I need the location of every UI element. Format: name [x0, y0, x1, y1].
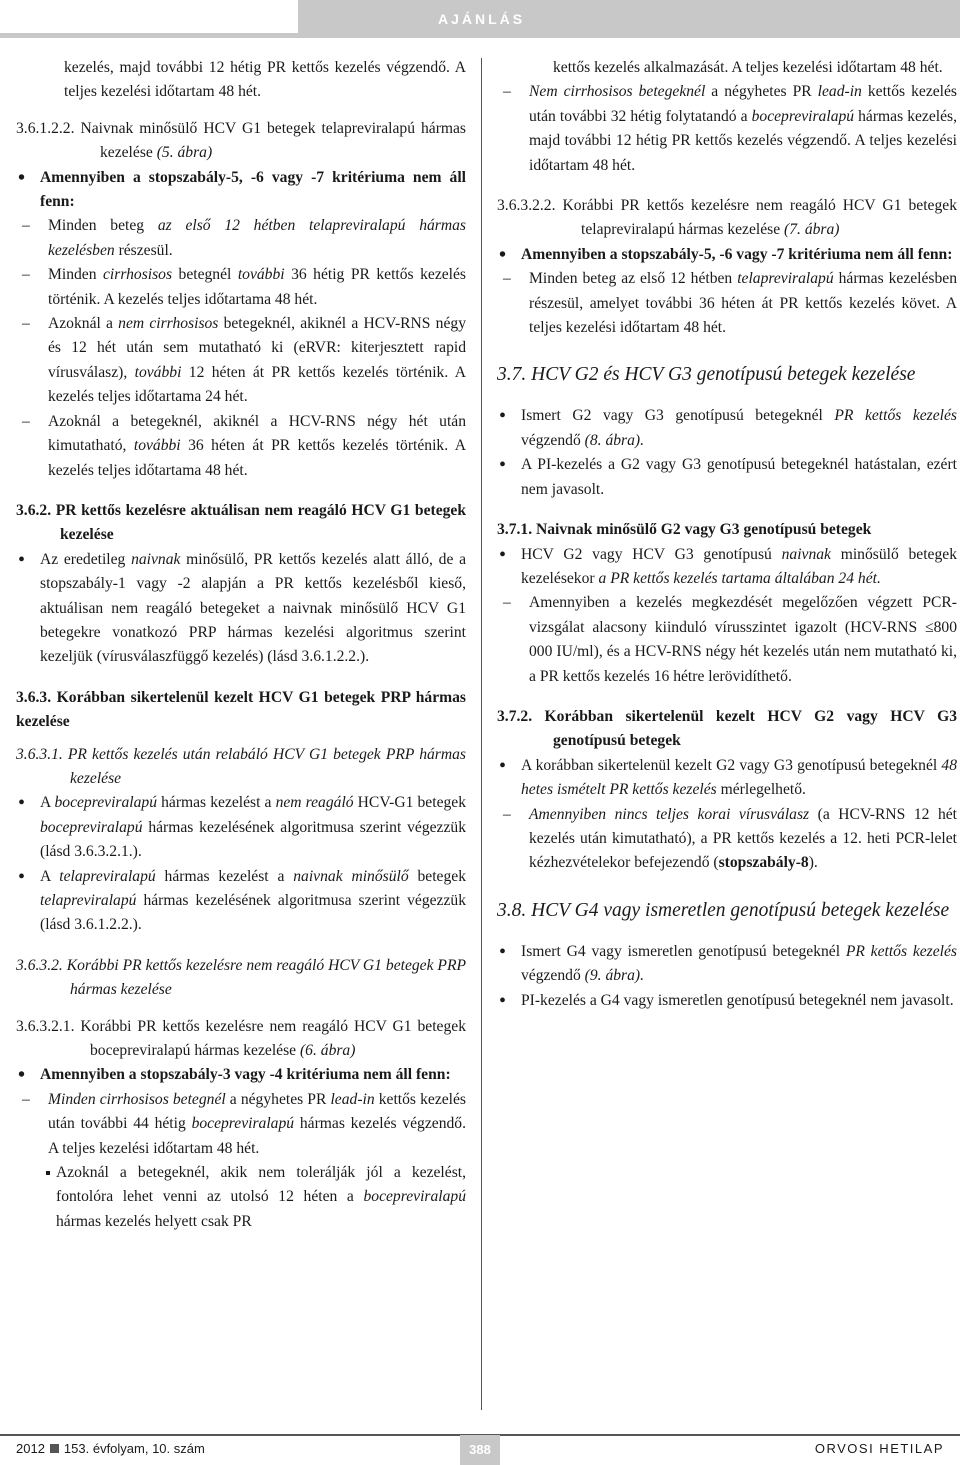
bullet-item: • PI-kezelés a G4 vagy ismeretlen genotípusú betegeknél nem javasolt. — [497, 989, 957, 1013]
bullet-item: • A bocepreviralapú hármas kezelést a nem reagáló HCV-G1 betegek bocepreviralapú hármas kezelésének algoritmusa szerint végezzük (lásd 3.6.3.2.1.). — [16, 791, 466, 864]
page-footer — [0, 1425, 960, 1464]
header-rule — [0, 33, 298, 38]
page-number: 388 — [460, 1435, 500, 1465]
bullet-item: • Amennyiben a stopszabály-5, -6 vagy -7 kritériuma nem áll fenn: — [497, 243, 957, 267]
subheading: 3.6.3.2.2. Korábbi PR kettős kezelésre nem reagáló HCV G1 betegek telapreviralapú hármas kezelése (7. ábra) — [497, 197, 957, 239]
section-heading: 3.6.3. Korábban sikertelenül kezelt HCV G1 betegek PRP hármas kezelése — [16, 688, 466, 731]
journal-name: ORVOSI HETILAP — [814, 1441, 944, 1456]
section-heading: 3.6.2. PR kettős kezelésre aktuálisan nem reagáló HCV G1 betegek kezelése — [16, 501, 466, 544]
year: 2012 — [16, 1441, 45, 1456]
page-header — [0, 0, 960, 38]
bullet-item: • Az eredetileg naivnak minősülő, PR kettős kezelés alatt álló, de a stopszabály-1 vagy -2 alapján a PR kettős kezelésből kieső, aktuálisan nem reagáló betegeket a naivnak minősülő HCV G1 betegekre vonatkozó PRP hármas kezelési algoritmus szerint kezeljük (vírusválaszfüggő kezelés) (lásd 3.6.1.2.2.). — [16, 548, 466, 670]
bullet-item: • Ismert G2 vagy G3 genotípusú betegeknél PR kettős kezelés végzendő (8. ábra). — [497, 404, 957, 453]
subheading: 3.6.3.1. PR kettős kezelés után relabáló HCV G1 betegek PRP hármas kezelése — [16, 745, 466, 787]
dash-item: – Minden cirrhosisos betegnél a négyhetes PR lead-in kettős kezelés után további 44 hétig bocepreviralapú hármas kezelés végzendő. A teljes kezelési időtartam 48 hét. — [16, 1088, 466, 1161]
paragraph: kezelés, majd további 12 hétig PR kettős kezelés végzendő. A teljes kezelési időtartam 48 hét. — [64, 59, 466, 101]
subheading: 3.6.1.2.2. Naivnak minősülő HCV G1 betegek telapreviralapú hármas kezelése (5. ábra) — [16, 119, 467, 162]
bullet-item: • Amennyiben a stopszabály-5, -6 vagy -7 kritériuma nem áll fenn: — [16, 166, 466, 215]
square-separator-icon — [50, 1444, 59, 1453]
paragraph: kettős kezelés alkalmazását. A teljes kezelési időtartam 48 hét. — [553, 59, 943, 76]
bullet-item: • A korábban sikertelenül kezelt G2 vagy G3 genotípusú betegeknél 48 hetes ismételt PR kettős kezelés mérlegelhető. — [497, 754, 957, 803]
subheading: 3.6.3.2. Korábbi PR kettős kezelésre nem reagáló HCV G1 betegek PRP hármas kezelése — [16, 956, 466, 999]
dash-item: – Nem cirrhosisos betegeknél a négyhetes PR lead-in kettős kezelés után további 32 hétig folytatandó a bocepreviralapú hármas kezelés, majd további 12 hétig PR kettős kezelés végzendő. A teljes kezelési időtartam 48 hét. — [497, 80, 957, 178]
dash-item: – Azoknál a betegeknél, akiknél a HCV-RNS négy hét után kimutatható, további 36 héten át PR kettős kezelés történik. A kezelés teljes időtartama 48 hét. — [16, 410, 466, 483]
bullet-item: • Ismert G4 vagy ismeretlen genotípusú betegeknél PR kettős kezelés végzendő (9. ábra). — [497, 940, 957, 989]
section-heading: 3.7.2. Korábban sikertelenül kezelt HCV G2 vagy HCV G3 genotípusú betegek — [497, 707, 957, 750]
section-heading: 3.7.1. Naivnak minősülő G2 vagy G3 genotípusú betegek — [497, 521, 872, 539]
right-column — [497, 56, 957, 1013]
dash-item: – Amennyiben a kezelés megkezdését megelőzően végzett PCR-vizsgálat alacsony kiinduló vírusszintet igazolt (HCV-RNS ≤800 000 IU/ml), és a HCV-RNS négy hét kezelés után nem mutatható ki, a PR kettős kezelés 16 hétre lerövidíthető. — [497, 591, 957, 689]
header-band — [298, 0, 960, 38]
section-title: 3.7. HCV G2 és HCV G3 genotípusú betegek kezelése — [497, 364, 916, 386]
dash-item: – Azoknál a nem cirrhosisos betegeknél, akiknél a HCV-RNS négy és 12 hét után sem mutatható ki (eRVR: kiterjesztett rapid vírusválasz), további 12 héten át PR kettős kezelés történik. A kezelés teljes időtartama 24 hét. — [16, 312, 466, 410]
column-divider — [481, 58, 482, 1410]
dash-item: – Minden cirrhosisos betegnél további 36 hétig PR kettős kezelés történik. A kezelés teljes időtartama 48 hét. — [16, 263, 466, 312]
bullet-item: • Amennyiben a stopszabály-3 vagy -4 kritériuma nem áll fenn: — [16, 1063, 466, 1087]
dash-item: – Minden beteg az első 12 hétben telapreviralapú hármas kezelésben részesül, amelyet további 36 héten át PR kettős kezelés követ. A teljes kezelési időtartam 48 hét. — [497, 267, 957, 340]
section-title: 3.8. HCV G4 vagy ismeretlen genotípusú betegek kezelése — [497, 899, 950, 921]
subheading: 3.6.3.2.1. Korábbi PR kettős kezelésre nem reagáló HCV G1 betegek bocepreviralapú hármas kezelése (6. ábra) — [16, 1017, 466, 1060]
dash-item: – Minden beteg az első 12 hétben telapreviralapú hármas kezelésben részesül. — [16, 214, 466, 263]
issue-info — [16, 1440, 205, 1458]
bullet-item: • A PI-kezelés a G2 vagy G3 genotípusú betegeknél hatástalan, ezért nem javasolt. — [497, 453, 957, 502]
left-column — [16, 56, 466, 1234]
section-label: AJÁNLÁS — [438, 11, 526, 27]
bullet-item: • A telapreviralapú hármas kezelést a naivnak minősülő betegek telapreviralapú hármas kezelésének algoritmusa szerint végezzük (lásd 3.6.1.2.2.). — [16, 865, 466, 938]
bullet-item: • HCV G2 vagy HCV G3 genotípusú naivnak minősülő betegek kezelésekor a PR kettős kezelés tartama általában 24 hét. — [497, 543, 957, 592]
dash-item: – Amennyiben nincs teljes korai vírusválasz (a HCV-RNS 12 hét kezelés után kimutatható), a PR kettős kezelés a 12. heti PCR-lelet kézhezvételekor befejezendő (stopszabály-8). — [497, 803, 957, 876]
volume: 153. évfolyam, 10. szám — [63, 1441, 205, 1456]
square-bullet-item: Azoknál a betegeknél, akik nem tolerálják jól a kezelést, fontolóra lehet venni az utolsó 12 héten a bocepreviralapú hármas kezelés helyett csak PR — [16, 1161, 466, 1234]
